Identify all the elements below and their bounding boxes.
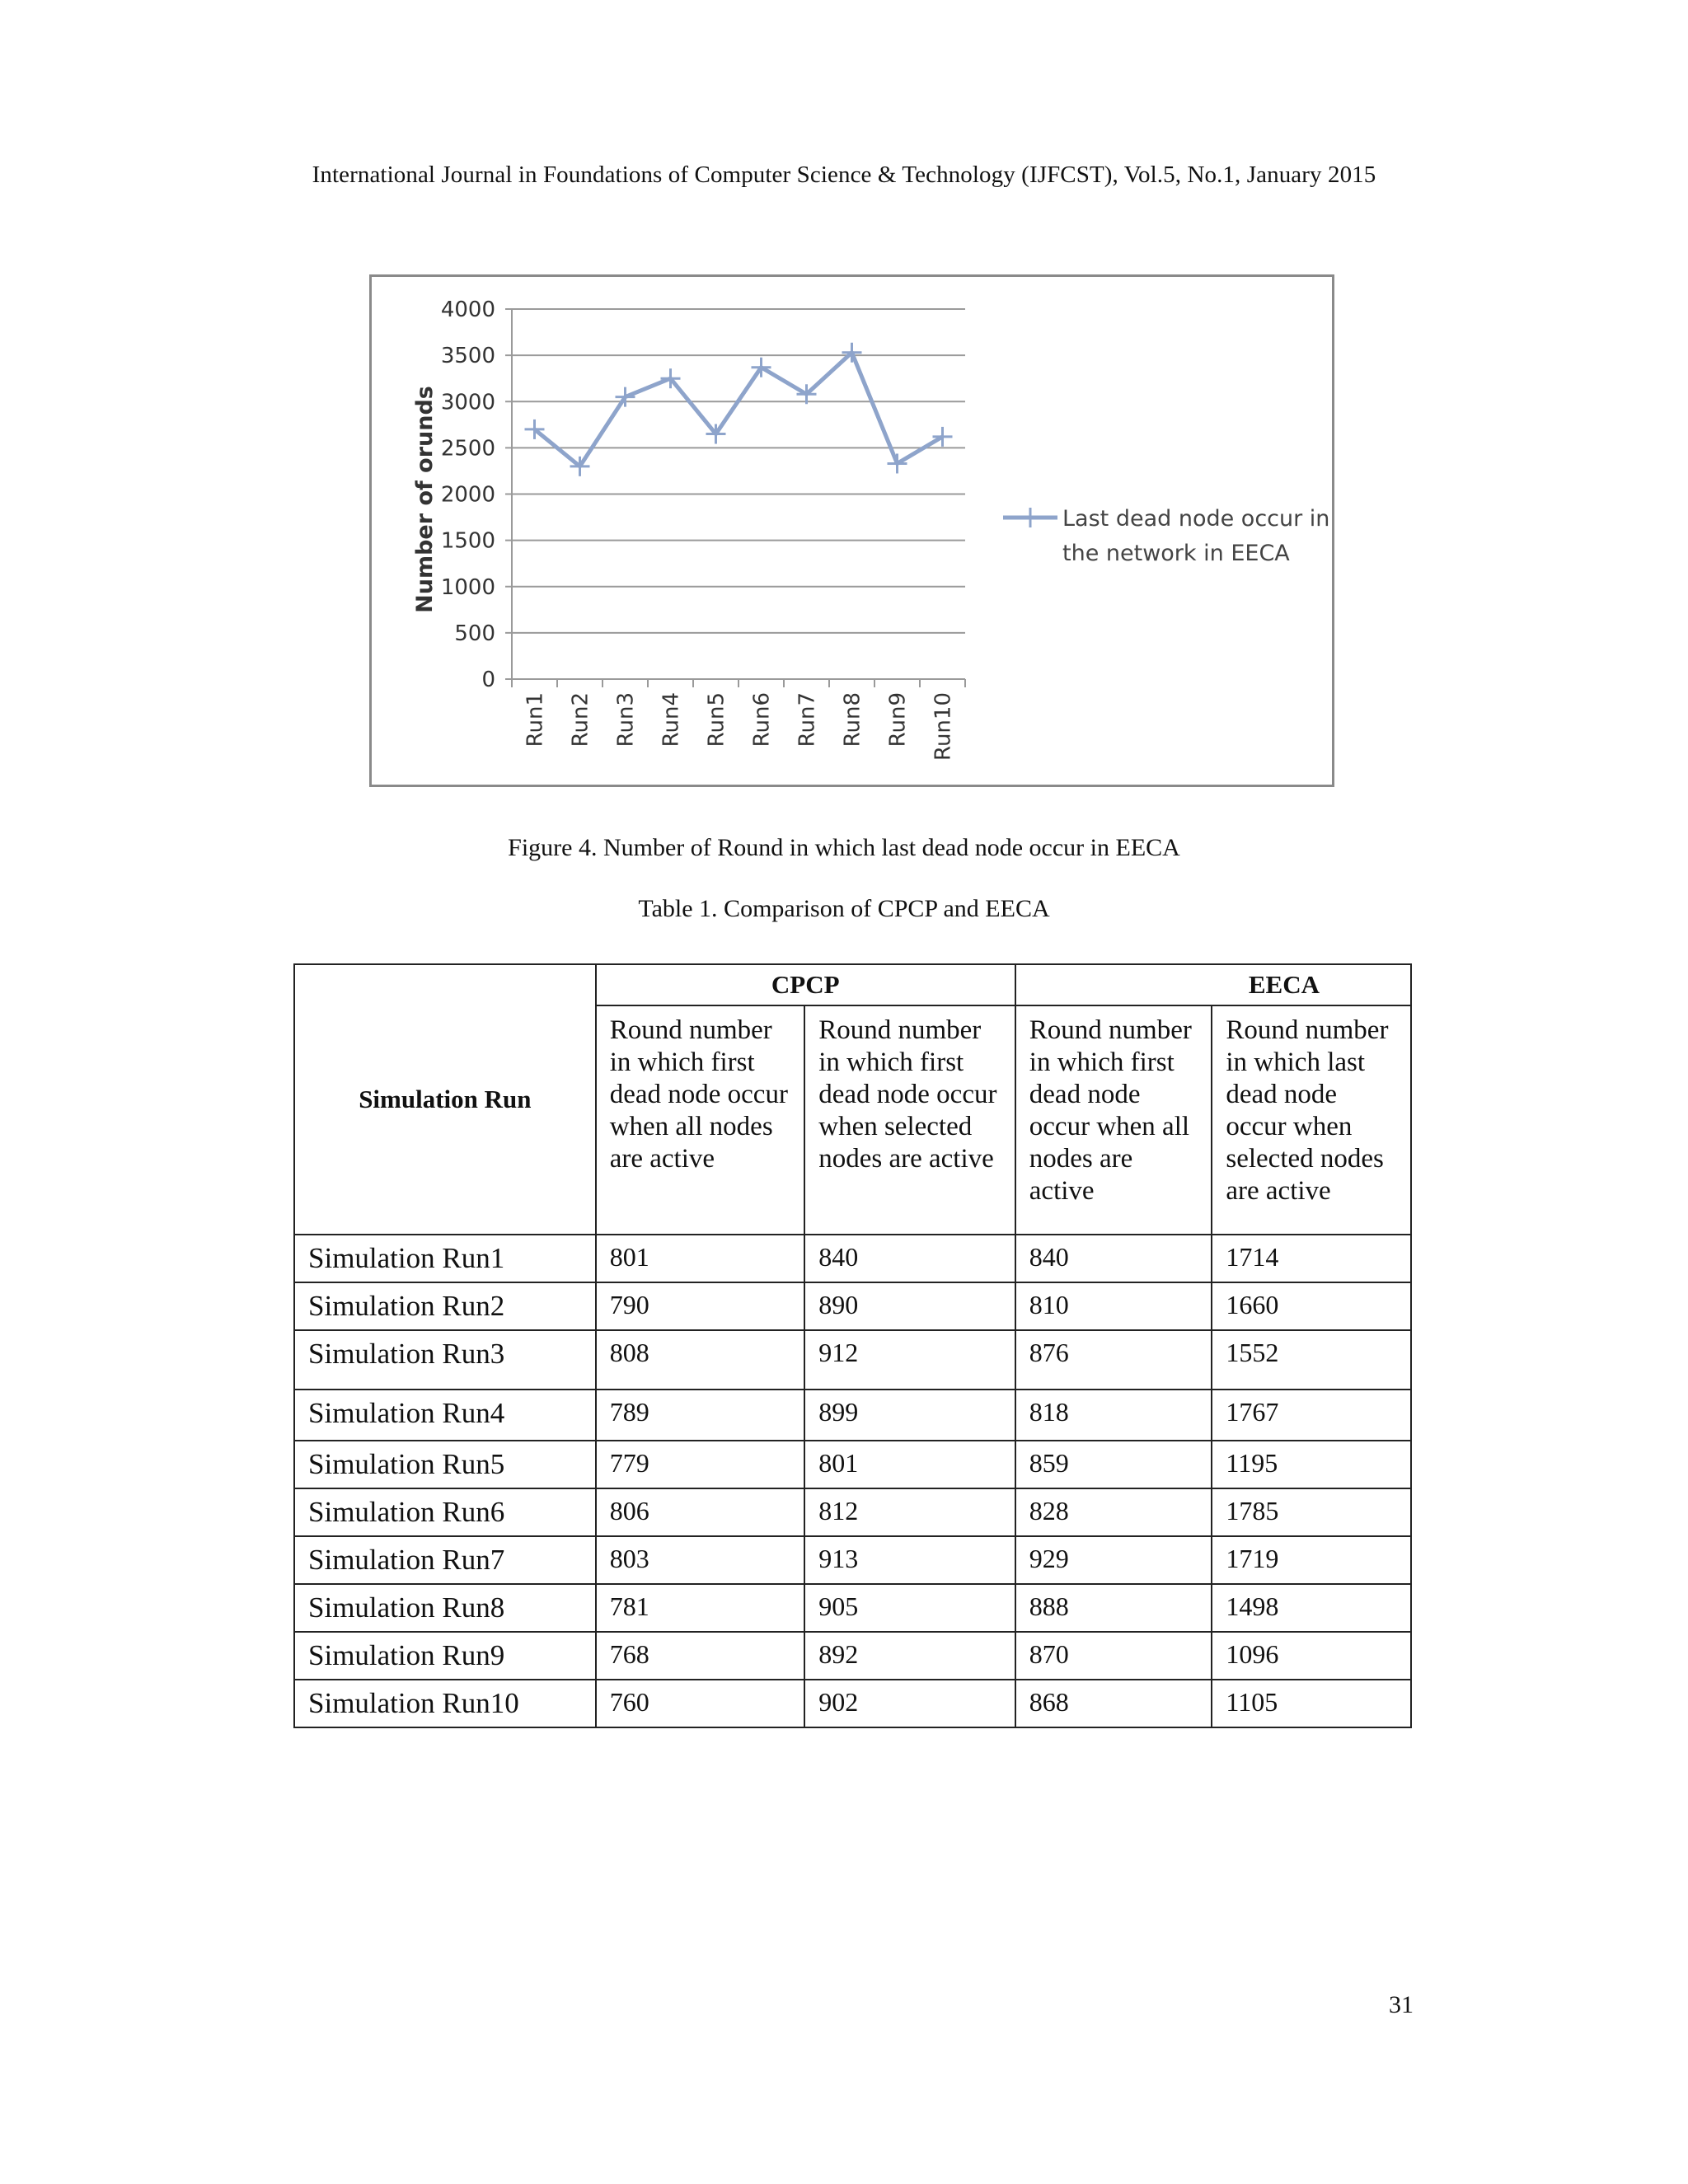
row-label: Simulation Run3 bbox=[294, 1330, 596, 1390]
x-tick-label: Run1 bbox=[523, 692, 548, 748]
table-cell: 1096 bbox=[1212, 1632, 1411, 1680]
table-cell: 1714 bbox=[1212, 1235, 1411, 1282]
table-row bbox=[294, 1330, 1411, 1390]
x-tick-label: Run3 bbox=[613, 692, 639, 748]
table-cell: 828 bbox=[1015, 1488, 1212, 1536]
table-cell: 902 bbox=[804, 1680, 1015, 1727]
table-cell: 1552 bbox=[1212, 1330, 1411, 1390]
group-header-cpcp: CPCP bbox=[596, 964, 1015, 1005]
column-header-1: Round number in which first dead node occur when all nodes are active bbox=[596, 1005, 805, 1235]
line-chart bbox=[372, 277, 1332, 785]
figure-chart bbox=[369, 274, 1334, 787]
table-cell: 868 bbox=[1015, 1680, 1212, 1727]
row-label: Simulation Run2 bbox=[294, 1282, 596, 1330]
table-cell: 870 bbox=[1015, 1632, 1212, 1680]
chart-axes bbox=[505, 309, 965, 687]
running-head: International Journal in Foundations of Computer Science & Technology (IJFCST), Vol.5, No.1, January 2015 bbox=[312, 162, 1376, 188]
table-cell: 876 bbox=[1015, 1330, 1212, 1390]
table-cell: 1105 bbox=[1212, 1680, 1411, 1727]
table-group-header-row bbox=[294, 964, 1411, 1005]
y-tick-label: 1000 bbox=[440, 574, 495, 600]
group-header-eeca: EECA bbox=[1015, 964, 1411, 1005]
table-cell: 790 bbox=[596, 1282, 805, 1330]
table-cell: 1498 bbox=[1212, 1584, 1411, 1632]
x-tick-label: Run8 bbox=[840, 692, 865, 748]
table-row bbox=[294, 1441, 1411, 1488]
y-tick-label: 2000 bbox=[440, 482, 495, 508]
table-cell: 760 bbox=[596, 1680, 805, 1727]
x-tick-label: Run2 bbox=[568, 692, 593, 748]
data-point-marker bbox=[888, 453, 907, 473]
row-label: Simulation Run5 bbox=[294, 1441, 596, 1488]
table-row bbox=[294, 1632, 1411, 1680]
table-cell: 1660 bbox=[1212, 1282, 1411, 1330]
chart-series bbox=[525, 343, 953, 476]
y-tick-label: 3500 bbox=[440, 344, 495, 369]
table-cell: 899 bbox=[804, 1390, 1015, 1441]
row-label: Simulation Run10 bbox=[294, 1680, 596, 1727]
table-cell: 779 bbox=[596, 1441, 805, 1488]
y-tick-label: 3000 bbox=[440, 390, 495, 415]
table-cell: 810 bbox=[1015, 1282, 1212, 1330]
table-cell: 859 bbox=[1015, 1441, 1212, 1488]
y-tick-label: 500 bbox=[454, 621, 495, 646]
x-tick-label: Run9 bbox=[885, 692, 911, 748]
column-header-4: Round number in which last dead node occur when selected nodes are active bbox=[1212, 1005, 1411, 1235]
legend-marker bbox=[1020, 508, 1040, 527]
table-cell: 806 bbox=[596, 1488, 805, 1536]
row-label: Simulation Run6 bbox=[294, 1488, 596, 1536]
x-tick-label: Run4 bbox=[659, 692, 684, 748]
table-row bbox=[294, 1584, 1411, 1632]
table-cell: 913 bbox=[804, 1536, 1015, 1584]
table-cell: 789 bbox=[596, 1390, 805, 1441]
y-tick-labels bbox=[441, 298, 495, 692]
x-tick-label: Run6 bbox=[749, 692, 775, 748]
legend-label: the network in EECA bbox=[1062, 541, 1290, 566]
figure-caption: Figure 4. Number of Round in which last dead node occur in EECA bbox=[508, 834, 1180, 861]
row-label: Simulation Run8 bbox=[294, 1584, 596, 1632]
corner-header: Simulation Run bbox=[294, 964, 596, 1235]
table-cell: 781 bbox=[596, 1584, 805, 1632]
comparison-table bbox=[293, 963, 1412, 1728]
table-cell: 1195 bbox=[1212, 1441, 1411, 1488]
table-cell: 890 bbox=[804, 1282, 1015, 1330]
row-label: Simulation Run7 bbox=[294, 1536, 596, 1584]
table-cell: 892 bbox=[804, 1632, 1015, 1680]
table-cell: 905 bbox=[804, 1584, 1015, 1632]
row-label: Simulation Run1 bbox=[294, 1235, 596, 1282]
table-caption: Table 1. Comparison of CPCP and EECA bbox=[638, 895, 1050, 922]
table-row bbox=[294, 1536, 1411, 1584]
table-cell: 803 bbox=[596, 1536, 805, 1584]
table-cell: 840 bbox=[804, 1235, 1015, 1282]
table-row bbox=[294, 1680, 1411, 1727]
table-row bbox=[294, 1390, 1411, 1441]
table-row bbox=[294, 1282, 1411, 1330]
table-cell: 888 bbox=[1015, 1584, 1212, 1632]
table-cell: 929 bbox=[1015, 1536, 1212, 1584]
series-line bbox=[535, 353, 943, 466]
column-header-2: Round number in which first dead node occur when selected nodes are active bbox=[804, 1005, 1015, 1235]
table-row bbox=[294, 1235, 1411, 1282]
x-tick-labels bbox=[523, 692, 956, 761]
page-number: 31 bbox=[1389, 1991, 1414, 2018]
table-cell: 801 bbox=[596, 1235, 805, 1282]
table-cell: 1767 bbox=[1212, 1390, 1411, 1441]
y-tick-label: 1500 bbox=[440, 528, 495, 554]
table-cell: 840 bbox=[1015, 1235, 1212, 1282]
table-cell: 812 bbox=[804, 1488, 1015, 1536]
table-cell: 808 bbox=[596, 1330, 805, 1390]
table-cell: 1719 bbox=[1212, 1536, 1411, 1584]
y-tick-label: 4000 bbox=[440, 298, 495, 322]
data-point-marker bbox=[933, 427, 953, 447]
table-cell: 818 bbox=[1015, 1390, 1212, 1441]
table-cell: 768 bbox=[596, 1632, 805, 1680]
table-cell: 912 bbox=[804, 1330, 1015, 1390]
x-tick-label: Run10 bbox=[931, 692, 956, 761]
legend-label: Last dead node occur in bbox=[1062, 506, 1330, 532]
table-cell: 801 bbox=[804, 1441, 1015, 1488]
y-tick-label: 0 bbox=[481, 668, 495, 692]
x-tick-label: Run7 bbox=[795, 692, 820, 748]
y-axis-label: Number of orunds bbox=[412, 386, 438, 613]
x-tick-label: Run5 bbox=[704, 692, 729, 748]
chart-legend bbox=[1003, 506, 1329, 566]
column-header-3: Round number in which first dead node occur when all nodes are active bbox=[1015, 1005, 1212, 1235]
y-tick-label: 2500 bbox=[440, 436, 495, 462]
table-row bbox=[294, 1488, 1411, 1536]
table-cell: 1785 bbox=[1212, 1488, 1411, 1536]
row-label: Simulation Run9 bbox=[294, 1632, 596, 1680]
row-label: Simulation Run4 bbox=[294, 1390, 596, 1441]
